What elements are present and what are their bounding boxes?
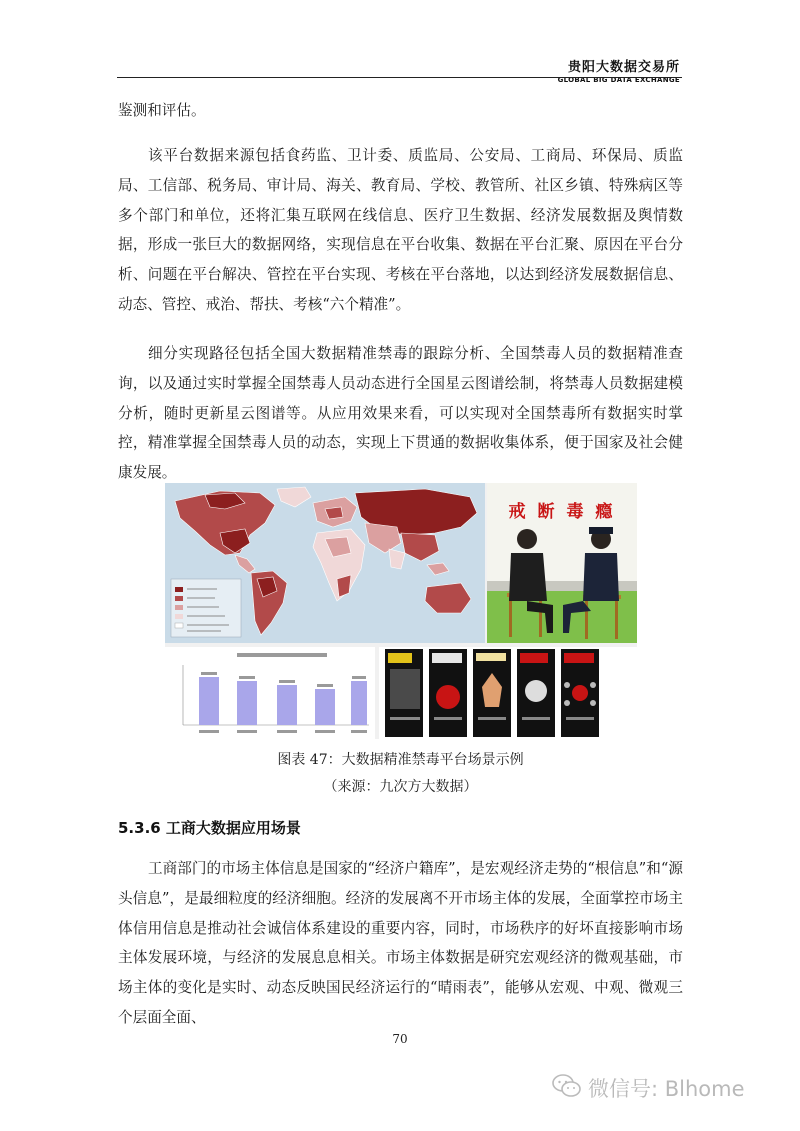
- paragraph-continuation: 鉴测和评估。: [118, 102, 206, 119]
- chart-bar: [199, 677, 219, 725]
- chart-bar: [237, 681, 257, 725]
- section-heading: 5.3.6 工商大数据应用场景: [118, 819, 301, 837]
- poster-5: [561, 649, 599, 737]
- page-number: 70: [392, 1032, 408, 1046]
- paragraph-implementation-path: 细分实现路径包括全国大数据精准禁毒的跟踪分析、全国禁毒人员的数据精准查询，以及通过实时掌握全国禁毒人员动态进行全国星云图谱绘制，将禁毒人员数据建模分析，随时更新星云图谱等。从应用效果来看，可以实现对全国禁毒所有数据实时掌控，精准掌握全国禁毒人员的动态，实现上下贯通的数据收集体系，便于国家及社会健康发展。: [118, 345, 683, 482]
- brand-name-cn: 贵阳大数据交易所: [567, 60, 680, 75]
- paragraph-business-data: 工商部门的市场主体信息是国家的“经济户籍库”，是宏观经济走势的“根信息”和“源头信息”，是最细粒度的经济细胞。经济的发展离不开市场主体的发展，全面掌控市场主体信用信息是推动社会诚信体系建设的重要内容，同时，市场秩序的好坏直接影响市场主体发展环境，与经济的发展息息相关。市场主体数据是研究宏观经济的微观基础，市场主体的变化是实时、动态反映国民经济运行的“晴雨表”，能够从宏观、中观、微观三个层面全面、: [118, 860, 683, 1026]
- header-divider: [117, 77, 682, 78]
- photo-banner-text: 戒 断 毒 瘾: [508, 502, 616, 522]
- counseling-photo: [487, 483, 637, 643]
- watermark-text: 微信号: Blhome: [588, 1077, 745, 1101]
- poster-1: [385, 649, 423, 737]
- world-map-image: [165, 483, 485, 643]
- chart-bar: [315, 689, 335, 725]
- poster-4: [517, 649, 555, 737]
- poster-3: [473, 649, 511, 737]
- poster-2: [429, 649, 467, 737]
- header-brand: [558, 56, 680, 84]
- figure-source: （来源：九次方大数据）: [323, 779, 478, 795]
- chart-bar: [351, 681, 367, 725]
- chart-bar: [277, 685, 297, 725]
- figure-drug-control-platform: [165, 483, 637, 739]
- brand-name-en: GLOBAL BIG DATA EXCHANGE: [557, 76, 680, 84]
- statistics-bar-chart: [165, 647, 375, 739]
- paragraph-data-sources: 该平台数据来源包括食药监、卫计委、质监局、公安局、工商局、环保局、质监局、工信部、税务局、审计局、海关、教育局、学校、教管所、社区乡镇、特殊病区等多个部门和单位，还将汇集互联网在线信息、医疗卫生数据、经济发展数据及舆情数据，形成一张巨大的数据网络，实现信息在平台收集、数据在平台汇聚、原因在平台分析、问题在平台解决、管控在平台实现、考核在平台落地，以达到经济发展数据信息、动态、管控、戒治、帮扶、考核“六个精准”。: [118, 147, 683, 313]
- wechat-icon: [552, 1073, 582, 1103]
- wechat-watermark: [552, 1073, 745, 1103]
- figure-caption: 图表 47：大数据精准禁毒平台场景示例: [277, 752, 524, 768]
- anti-drug-posters: [379, 647, 637, 739]
